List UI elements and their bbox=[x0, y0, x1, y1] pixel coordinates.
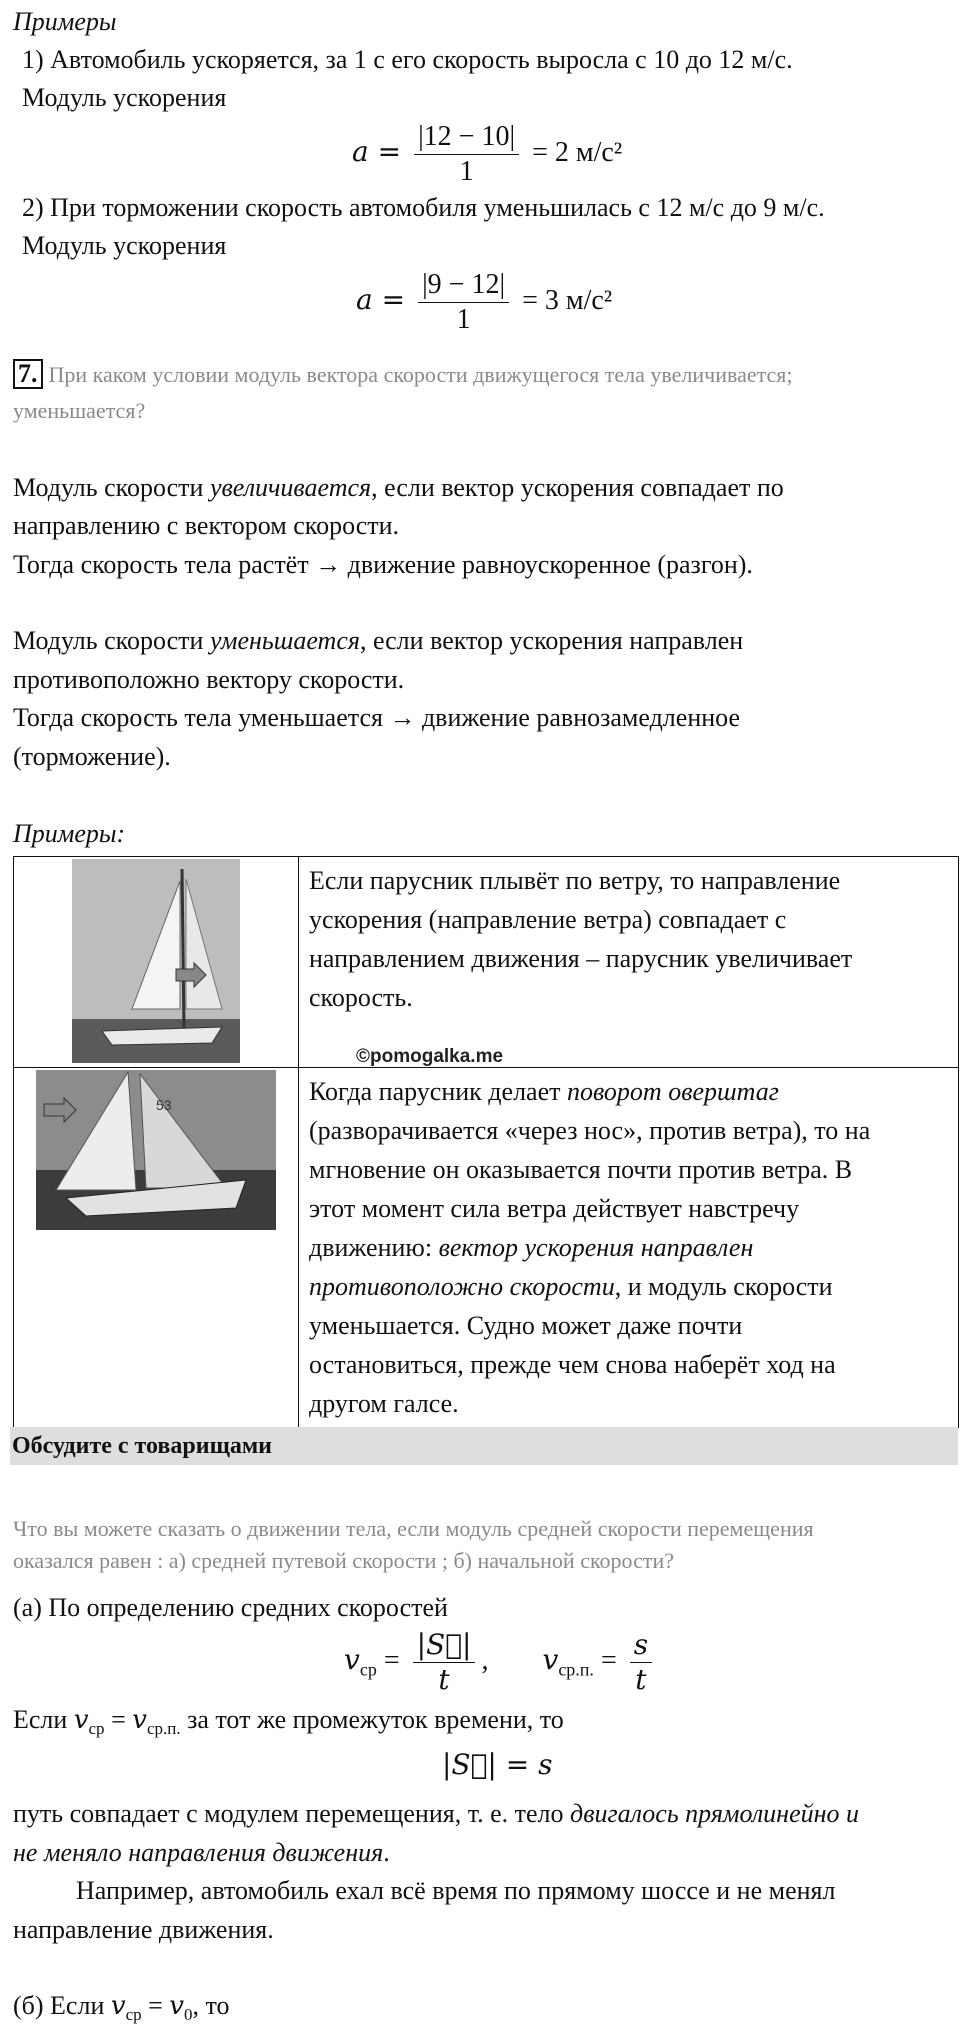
sailboat-icon bbox=[72, 859, 240, 1063]
average-speed-formulas: $v_{ср}$ = $\frac{|S⃗|}{t}$ , $v_{ср.п.}$ = $\frac{s}{t}$ bbox=[344, 1628, 658, 1697]
answer-line-7: (торможение). bbox=[13, 742, 171, 771]
row2-line-6: противоположно скорости, и модуль скорости bbox=[309, 1272, 833, 1301]
sailboat-tacking-photo bbox=[36, 1070, 276, 1230]
discuss-question-line-2: оказался равен : а) средней путевой скорости ; б) начальной скорости? bbox=[13, 1548, 675, 1573]
row2-line-5: движению: вектор ускорения направлен bbox=[309, 1233, 754, 1262]
row2-line-3: мгновение он оказывается почти против ветра. В bbox=[309, 1155, 853, 1184]
row2-line-8: остановиться, прежде чем снова наберёт ход на bbox=[309, 1350, 836, 1379]
formula-rhs: = 3 м/с² bbox=[522, 284, 613, 316]
formula-numerator: |12 − 10| bbox=[414, 120, 519, 155]
example-2-text: 2) При торможении скорость автомобиля уменьшилась с 12 м/с до 9 м/с. bbox=[22, 193, 825, 222]
example-2-modulus-label: Модуль ускорения bbox=[22, 231, 227, 260]
row2-line-1: Когда парусник делает поворот оверштаг bbox=[309, 1077, 779, 1106]
answer-line-1: Модуль скорости увеличивается, если вектор ускорения совпадает по bbox=[13, 473, 784, 502]
part-a-line-1: (а) По определению средних скоростей bbox=[13, 1593, 448, 1622]
row2-line-4: этот момент сила ветра действует навстречу bbox=[309, 1194, 800, 1223]
answer-line-3: Тогда скорость тела растёт → движение равноускоренное (разгон). bbox=[13, 550, 753, 579]
answer-line-4: Модуль скорости уменьшается, если вектор ускорения направлен bbox=[13, 626, 744, 655]
formula-lhs: a = bbox=[356, 282, 406, 316]
displacement-equals-path-formula: |S⃗| = s bbox=[442, 1748, 553, 1781]
examples-2-heading: Примеры: bbox=[13, 819, 126, 848]
question-7-line-1: При каком условии модуль вектора скорости движущегося тела увеличивается; bbox=[48, 362, 793, 387]
row1-line-1: Если парусник плывёт по ветру, то направление bbox=[309, 866, 841, 895]
formula-numerator: |9 − 12| bbox=[418, 268, 509, 303]
part-a-line-2: Если $v_{ср} = v_{ср.п.}$ за тот же промежуток времени, то bbox=[13, 1705, 564, 1739]
sailboat-icon bbox=[36, 1070, 276, 1230]
example-1-formula bbox=[352, 120, 622, 189]
answer-line-2: направлению с вектором скорости. bbox=[13, 511, 400, 540]
sail-number: 53 bbox=[156, 1097, 172, 1113]
part-b-line-1: (б) Если $v_{ср} = v_0$, то bbox=[13, 1991, 230, 2025]
sailboat-downwind-photo bbox=[72, 859, 240, 1063]
answer-line-6: Тогда скорость тела уменьшается → движение равнозамедленное bbox=[13, 703, 741, 732]
example-1-modulus-label: Модуль ускорения bbox=[22, 83, 227, 112]
table-row bbox=[14, 857, 959, 1068]
row2-line-7: уменьшается. Судно может даже почти bbox=[309, 1311, 743, 1340]
row2-line-2: (разворачивается «через нос», против ветра), то на bbox=[309, 1116, 871, 1145]
formula-rhs: = 2 м/с² bbox=[532, 136, 623, 168]
example-2-formula bbox=[356, 268, 612, 337]
formula-denominator: 1 bbox=[459, 156, 474, 187]
table-row bbox=[14, 1068, 959, 1428]
question-number: 7. bbox=[13, 359, 43, 389]
part-a-line-6: направление движения. bbox=[13, 1915, 274, 1944]
formula-lhs: a = bbox=[352, 134, 402, 168]
row2-line-9: другом галсе. bbox=[309, 1389, 459, 1418]
question-7-line-2: уменьшается? bbox=[13, 398, 146, 423]
examples-heading: Примеры bbox=[13, 7, 117, 36]
discuss-question-line-1: Что вы можете сказать о движении тела, если модуль средней скорости перемещения bbox=[13, 1516, 814, 1541]
row1-line-3: направлением движения – парусник увеличивает bbox=[309, 944, 853, 973]
row1-line-2: ускорения (направление ветра) совпадает с bbox=[309, 905, 787, 934]
watermark: ©pomogalka.me bbox=[356, 1046, 504, 1067]
formula-denominator: 1 bbox=[456, 304, 471, 335]
discuss-heading: Обсудите с товарищами bbox=[10, 1427, 958, 1465]
part-a-line-5: Например, автомобиль ехал всё время по прямому шоссе и не менял bbox=[76, 1876, 836, 1905]
part-a-line-3: путь совпадает с модулем перемещения, т. е. тело двигалось прямолинейно и bbox=[13, 1799, 860, 1828]
question-7 bbox=[13, 358, 793, 392]
part-a-line-4: не меняло направления движения. bbox=[13, 1838, 390, 1867]
examples-table bbox=[13, 856, 959, 1428]
example-1-text: 1) Автомобиль ускоряется, за 1 с его скорость выросла с 10 до 12 м/с. bbox=[22, 45, 793, 74]
row1-line-4: скорость. bbox=[309, 983, 413, 1012]
answer-line-5: противоположно вектору скорости. bbox=[13, 665, 405, 694]
